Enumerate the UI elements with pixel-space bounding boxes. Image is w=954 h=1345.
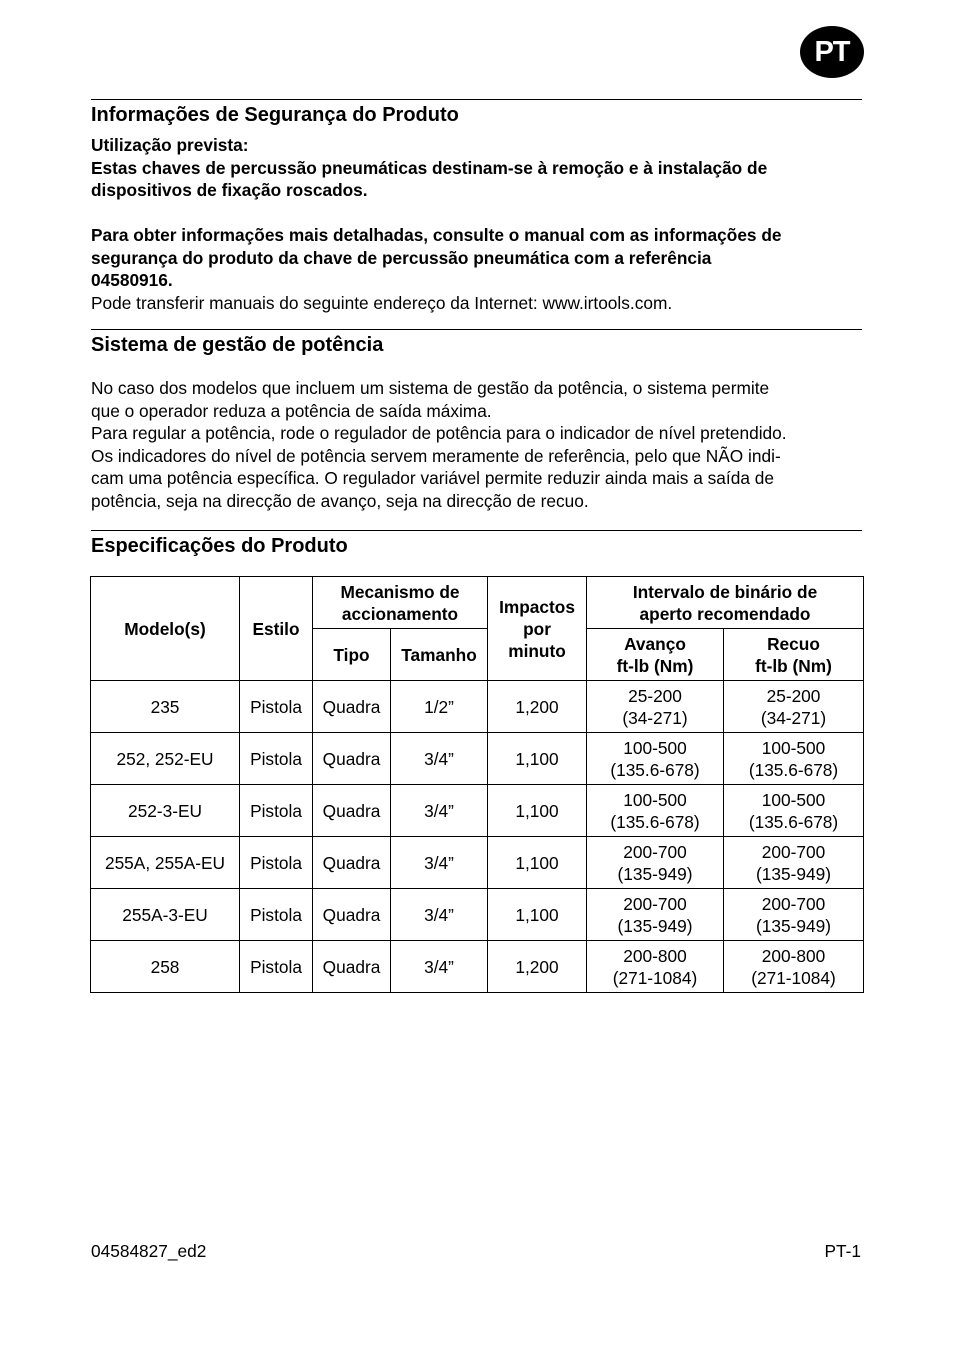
safety-heading: Informações de Segurança do Produto: [91, 104, 459, 126]
cell-style: Pistola: [240, 681, 313, 733]
intended-use-line: Estas chaves de percussão pneumáticas destinam-se à remoção e à instalação de: [91, 157, 768, 178]
cell-impacts: 1,100: [488, 889, 587, 941]
power-line: potência, seja na direcção de avanço, seja na direcção de recuo.: [91, 490, 589, 511]
power-line: que o operador reduza a potência de saída máxima.: [91, 400, 492, 421]
cell-reverse-torque: 100-500 (135.6-678): [724, 785, 864, 837]
header-style: Estilo: [240, 577, 313, 681]
cell-style: Pistola: [240, 733, 313, 785]
cell-model: 255A, 255A-EU: [91, 837, 240, 889]
table-row: [91, 733, 864, 785]
more-info-line: segurança do produto da chave de percussão pneumática com a referência: [91, 247, 712, 268]
cell-model: 252, 252-EU: [91, 733, 240, 785]
power-line: Os indicadores do nível de potência servem meramente de referência, pelo que NÃO indi-: [91, 445, 781, 466]
power-line: cam uma potência específica. O regulador variável permite reduzir ainda mais a saída de: [91, 468, 774, 488]
table-row: [91, 785, 864, 837]
section-divider: [91, 530, 862, 531]
cell-type: Quadra: [313, 681, 391, 733]
header-forward: Avanço ft-lb (Nm): [587, 629, 724, 681]
table-row: [91, 837, 864, 889]
cell-forward-torque: 25-200 (34-271): [587, 681, 724, 733]
cell-impacts: 1,200: [488, 941, 587, 993]
cell-type: Quadra: [313, 941, 391, 993]
safety-body: [91, 134, 866, 314]
specifications-table: [90, 576, 864, 993]
cell-reverse-torque: 200-700 (135-949): [724, 837, 864, 889]
table-row: [91, 681, 864, 733]
header-reverse: Recuo ft-lb (Nm): [724, 629, 864, 681]
download-line: Pode transferir manuais do seguinte endereço da Internet: www.irtools.com.: [91, 292, 673, 313]
specs-heading: Especificações do Produto: [91, 535, 348, 557]
cell-model: 258: [91, 941, 240, 993]
table-row: [91, 889, 864, 941]
header-torque: Intervalo de binário de aperto recomendado: [587, 577, 864, 629]
cell-model: 255A-3-EU: [91, 889, 240, 941]
section-divider: [91, 329, 862, 330]
cell-style: Pistola: [240, 837, 313, 889]
cell-impacts: 1,100: [488, 733, 587, 785]
document-number: 04584827_ed2: [91, 1241, 207, 1261]
cell-type: Quadra: [313, 837, 391, 889]
cell-reverse-torque: 100-500 (135.6-678): [724, 733, 864, 785]
cell-model: 252-3-EU: [91, 785, 240, 837]
cell-forward-torque: 200-700 (135-949): [587, 889, 724, 941]
cell-style: Pistola: [240, 941, 313, 993]
cell-style: Pistola: [240, 785, 313, 837]
cell-forward-torque: 100-500 (135.6-678): [587, 733, 724, 785]
header-drive: Mecanismo de accionamento: [313, 577, 488, 629]
header-size: Tamanho: [391, 629, 488, 681]
section-divider: [91, 99, 862, 100]
header-models: Modelo(s): [91, 577, 240, 681]
cell-size: 3/4”: [391, 733, 488, 785]
cell-size: 3/4”: [391, 785, 488, 837]
cell-size: 3/4”: [391, 837, 488, 889]
cell-impacts: 1,100: [488, 785, 587, 837]
cell-style: Pistola: [240, 889, 313, 941]
cell-type: Quadra: [313, 785, 391, 837]
cell-reverse-torque: 25-200 (34-271): [724, 681, 864, 733]
cell-type: Quadra: [313, 733, 391, 785]
page-number: PT-1: [824, 1241, 861, 1261]
intended-use-line: dispositivos de fixação roscados.: [91, 180, 368, 200]
table-header-row: [91, 577, 864, 629]
cell-reverse-torque: 200-800 (271-1084): [724, 941, 864, 993]
cell-forward-torque: 100-500 (135.6-678): [587, 785, 724, 837]
cell-impacts: 1,200: [488, 681, 587, 733]
cell-forward-torque: 200-800 (271-1084): [587, 941, 724, 993]
cell-size: 3/4”: [391, 889, 488, 941]
cell-reverse-torque: 200-700 (135-949): [724, 889, 864, 941]
cell-impacts: 1,100: [488, 837, 587, 889]
more-info-line: 04580916.: [91, 270, 173, 290]
power-body: [91, 377, 866, 512]
cell-size: 1/2”: [391, 681, 488, 733]
header-type: Tipo: [313, 629, 391, 681]
cell-forward-torque: 200-700 (135-949): [587, 837, 724, 889]
power-heading: Sistema de gestão de potência: [91, 334, 384, 356]
header-impacts: Impactos por minuto: [488, 577, 587, 681]
table-row: [91, 941, 864, 993]
cell-type: Quadra: [313, 889, 391, 941]
intended-use-label: Utilização prevista:: [91, 135, 249, 155]
power-line: No caso dos modelos que incluem um sistema de gestão da potência, o sistema permite: [91, 378, 770, 398]
cell-size: 3/4”: [391, 941, 488, 993]
cell-model: 235: [91, 681, 240, 733]
more-info-line: Para obter informações mais detalhadas, consulte o manual com as informações de: [91, 225, 782, 245]
language-badge: PT: [800, 26, 864, 78]
power-line: Para regular a potência, rode o regulador de potência para o indicador de nível pretendido.: [91, 423, 787, 443]
